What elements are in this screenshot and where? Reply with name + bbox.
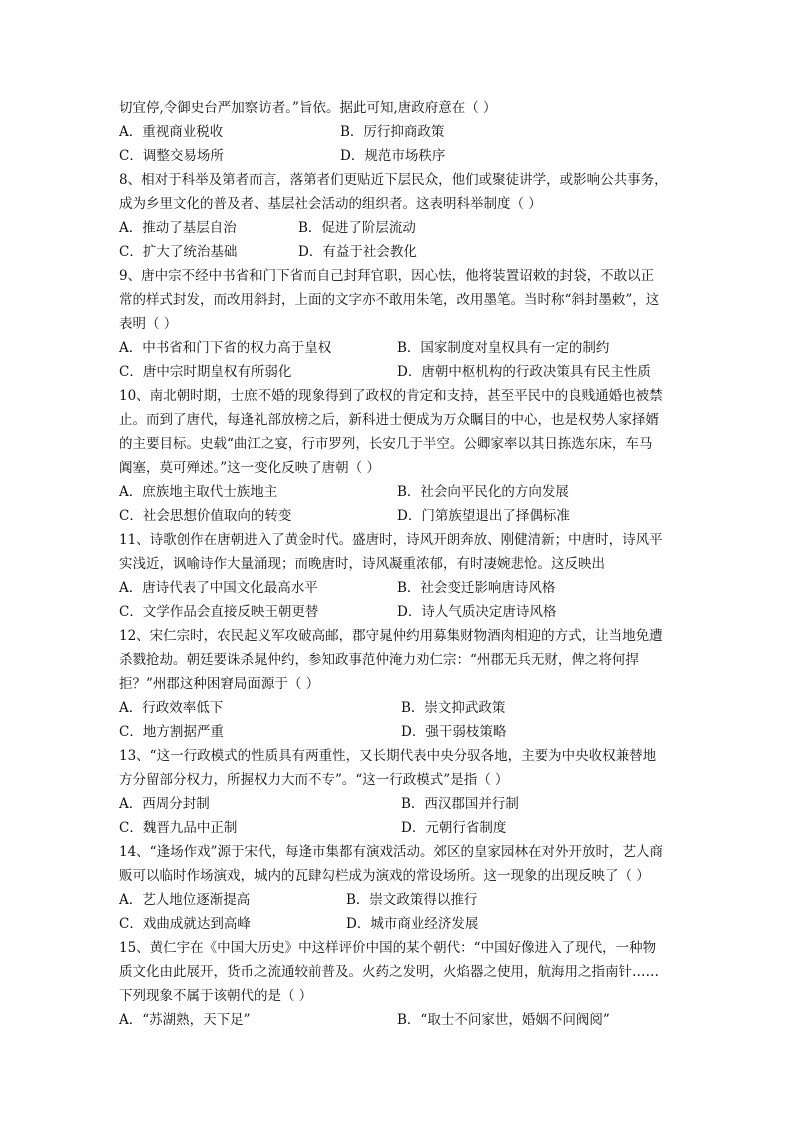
question-text-line: 下列现象不属于该朝代的是（ ） [119,988,313,1004]
option-c: C．文学作品会直接反映王朝更替 [119,604,319,620]
question-text-line: 拒？”州郡这种困窘局面源于（ ） [119,676,320,692]
option-c: C．魏晋九品中正制 [119,820,238,836]
question-text-line: 8、相对于科举及第者而言，落第者们更贴近下层民众，他们或聚徒讲学，或影响公共事务， [119,172,668,188]
option-a: A．“苏湖熟，天下足” [119,1012,251,1028]
question-text-line: 实浅近，讽喻诗作大量涌现；而晚唐时，诗风凝重浓郁，有时凄婉悲怆。这反映出 [119,556,605,572]
question-text-line: 13、“这一行政模式的性质具有两重性，又长期代表中央分驭各地，主要为中央收权兼替地 [119,748,657,764]
option-c: C．唐中宗时期皇权有所弱化 [119,364,292,380]
option-b: B．崇文政策得以推行 [346,892,478,908]
option-d: D．有益于社会教化 [298,244,417,260]
option-c: C．社会思想价值取向的转变 [119,508,292,524]
option-d: D．强干弱枝策略 [401,724,507,740]
question-text-line: 常的样式封发，而改用斜封，上面的文字亦不敢用朱笔，改用墨笔。当时称“斜封墨敕”，这 [119,292,660,308]
option-d: D．诗人气质决定唐诗风格 [397,604,557,620]
question-text-line: 9、唐中宗不经中书省和门下省而自己封拜官职，因心怯，他将装置诏敕的封袋，不敢以正 [119,268,655,284]
option-c: C．地方割据严重 [119,724,224,740]
question-text-line: 贩可以临时作场演戏，城内的瓦肆勾栏成为演戏的常设场所。这一现象的出现反映了（ ） [119,868,650,884]
option-b: B．促进了阶层流动 [298,220,416,236]
question-text-line: 10、南北朝时期，士庶不婚的现象得到了政权的肯定和支持，甚至平民中的良贱通婚也被禁 [119,388,663,404]
question-text-line: 12、宋仁宗时，农民起义军攻破高邮，郡守晁仲约用募集财物酒肉相迎的方式，让当地免遭 [119,628,663,644]
option-d: D．城市商业经济发展 [346,916,479,932]
option-a: A．中书省和门下省的权力高于皇权 [119,340,332,356]
question-text-line: 切宜停,令御史台严加察访者。”旨依。据此可知,唐政府意在（ ） [119,100,497,116]
option-b: B．崇文抑武政策 [401,700,506,716]
option-a: A．艺人地位逐渐提高 [119,892,251,908]
question-text-line: 表明（ ） [119,316,178,332]
option-b: B．“取士不问家世，婚姻不问阀阅” [397,1012,610,1028]
option-c: C．扩大了统治基础 [119,244,238,260]
option-c: C．调整交易场所 [119,148,224,164]
option-b: B．西汉郡国并行制 [401,796,519,812]
option-a: A．庶族地主取代士族地主 [119,484,278,500]
question-text-line: 杀戮抢劫。朝廷要诛杀晁仲约，参知政事范仲淹力劝仁宗：“州郡无兵无财，俾之将何捍 [119,652,639,668]
option-b: B．厉行抑商政策 [340,124,445,140]
option-d: D．门第族望退出了择偶标准 [397,508,570,524]
question-text-line: 11、诗歌创作在唐朝进入了黄金时代。盛唐时，诗风开朗奔放、刚健清新；中唐时，诗风平 [119,532,663,548]
option-a: A．重视商业税收 [119,124,224,140]
question-text-line: 成为乡里文化的普及者、基层社会活动的组织者。这表明科举制度（ ） [119,196,542,212]
option-b: B．社会变迁影响唐诗风格 [397,580,556,596]
question-text-line: 质文化由此展开，货币之流通较前普及。火药之发明，火焰器之使用，航海用之指南针…… [119,964,659,980]
question-text-line: 止。而到了唐代，每逢礼部放榜之后，新科进士便成为万众瞩目的中心，也是权势人家择婿 [119,412,659,428]
option-a: A．行政效率低下 [119,700,224,716]
option-c: C．戏曲成就达到高峰 [119,916,251,932]
question-text-line: 方分留部分权力，所握权力大而不专”。“这一行政模式”是指（ ） [119,772,509,788]
option-d: D．元朝行省制度 [401,820,507,836]
question-text-line: 的主要目标。史载“曲江之宴，行市罗列，长安几于半空。公卿家率以其日拣选东床，车马 [119,436,653,452]
option-d: D．唐朝中枢机构的行政决策具有民主性质 [397,364,651,380]
option-a: A．西周分封制 [119,796,210,812]
question-text-line: 14、“逢场作戏”源于宋代，每逢市集都有演戏活动。郊区的皇家园林在对外开放时，艺人商 [119,844,663,860]
option-a: A．唐诗代表了中国文化最高水平 [119,580,318,596]
question-text-line: 15、黄仁宇在《中国大历史》中这样评价中国的某个朝代：“中国好像进入了现代，一种物 [119,940,657,956]
option-b: B．国家制度对皇权具有一定的制约 [397,340,610,356]
option-b: B．社会向平民化的方向发展 [397,484,569,500]
question-text-line: 阗塞，莫可殚述。”这一变化反映了唐朝（ ） [119,460,380,476]
option-d: D．规范市场秩序 [340,148,446,164]
option-a: A．推动了基层自治 [119,220,237,236]
